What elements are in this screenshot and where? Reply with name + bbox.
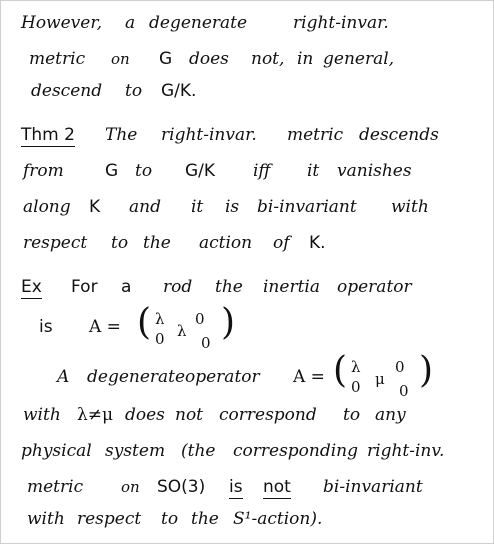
word: the bbox=[215, 277, 243, 297]
word: does bbox=[125, 405, 165, 425]
word: with bbox=[391, 197, 429, 217]
word: of bbox=[273, 233, 290, 253]
word: However, bbox=[21, 13, 102, 33]
text-line bbox=[1, 161, 494, 195]
word: corresponding bbox=[233, 441, 359, 461]
text-line bbox=[1, 233, 494, 267]
word: a bbox=[121, 277, 132, 297]
word: λ≠μ bbox=[77, 405, 114, 425]
matrix-cell: 0 bbox=[395, 358, 405, 376]
matrix-cell: μ bbox=[375, 370, 385, 388]
word: respect bbox=[77, 509, 142, 529]
matrix-cell: 0 bbox=[351, 378, 361, 396]
text-line bbox=[1, 441, 494, 475]
word: (the bbox=[181, 441, 216, 461]
right-paren: ) bbox=[221, 302, 236, 343]
word: to bbox=[125, 81, 143, 101]
matrix-cell: λ bbox=[351, 358, 361, 376]
word: S¹-action). bbox=[233, 509, 323, 529]
word: The bbox=[105, 125, 138, 145]
word: on bbox=[111, 50, 130, 68]
word: metric bbox=[27, 477, 84, 497]
matrix-lhs: A = bbox=[89, 317, 121, 337]
word: metric bbox=[29, 49, 86, 69]
word: in bbox=[297, 49, 314, 69]
matrix-cell: λ bbox=[177, 322, 187, 340]
matrix-cell: 0 bbox=[195, 310, 205, 328]
word: not bbox=[175, 405, 204, 425]
word: action bbox=[199, 233, 253, 253]
word: correspond bbox=[219, 405, 317, 425]
matrix-lhs: A = bbox=[293, 367, 325, 387]
word: bi-invariant bbox=[257, 197, 357, 217]
word: A bbox=[57, 367, 70, 387]
word: it bbox=[307, 161, 320, 181]
left-paren: ( bbox=[333, 350, 348, 391]
word: does bbox=[189, 49, 229, 69]
word: inertia bbox=[263, 277, 320, 297]
word: G/K bbox=[185, 161, 216, 181]
word: metric bbox=[287, 125, 344, 145]
word: operator bbox=[185, 367, 260, 387]
word: K bbox=[89, 197, 101, 217]
word: iff bbox=[253, 161, 271, 181]
text-line bbox=[1, 197, 494, 231]
matrix-cell: λ bbox=[155, 310, 165, 328]
word: the bbox=[191, 509, 219, 529]
right-paren: ) bbox=[419, 350, 434, 391]
word: to bbox=[161, 509, 179, 529]
word: operator bbox=[337, 277, 412, 297]
rod-inertia-matrix bbox=[137, 302, 247, 353]
word: degenerate bbox=[149, 13, 248, 33]
word: is bbox=[225, 197, 240, 217]
word: rod bbox=[163, 277, 193, 297]
text-line bbox=[1, 350, 494, 401]
word: a bbox=[125, 13, 136, 33]
word: with bbox=[27, 509, 65, 529]
word: to bbox=[135, 161, 153, 181]
word: For bbox=[71, 277, 98, 297]
word: SO(3) bbox=[157, 477, 206, 497]
word: vanishes bbox=[337, 161, 412, 181]
word: not bbox=[263, 477, 291, 497]
example-heading: Ex bbox=[21, 277, 42, 297]
matrix-cell: 0 bbox=[201, 334, 211, 352]
matrix-cell: 0 bbox=[399, 382, 409, 400]
word: on bbox=[121, 478, 140, 496]
word: and bbox=[129, 197, 161, 217]
word: general, bbox=[323, 49, 395, 69]
word: G bbox=[105, 161, 119, 181]
theorem-heading: Thm 2 bbox=[21, 125, 75, 145]
word: right-invar. bbox=[293, 13, 389, 33]
word: bi-invariant bbox=[323, 477, 423, 497]
degenerate-operator-matrix bbox=[333, 350, 443, 401]
word: right-inv. bbox=[367, 441, 445, 461]
word: is bbox=[39, 317, 53, 337]
text-line bbox=[1, 81, 494, 115]
text-line bbox=[1, 509, 494, 543]
word: any bbox=[375, 405, 406, 425]
matrix-cell: 0 bbox=[155, 330, 165, 348]
word: descend bbox=[31, 81, 103, 101]
left-paren: ( bbox=[137, 302, 152, 343]
word: right-invar. bbox=[161, 125, 257, 145]
word: from bbox=[23, 161, 64, 181]
word: it bbox=[191, 197, 204, 217]
word: G/K. bbox=[161, 81, 197, 101]
text-line bbox=[1, 405, 494, 439]
text-line bbox=[1, 13, 494, 47]
word: descends bbox=[359, 125, 439, 145]
text-line bbox=[1, 477, 494, 511]
word: G bbox=[159, 49, 173, 69]
word: degenerate bbox=[87, 367, 186, 387]
word: physical bbox=[21, 441, 92, 461]
word: not, bbox=[251, 49, 285, 69]
text-line bbox=[1, 302, 494, 352]
word: with bbox=[23, 405, 61, 425]
word: respect bbox=[23, 233, 88, 253]
word: is bbox=[229, 477, 243, 497]
word: along bbox=[23, 197, 71, 217]
text-line bbox=[1, 49, 494, 83]
word: K. bbox=[309, 233, 326, 253]
word: system bbox=[105, 441, 166, 461]
word: the bbox=[143, 233, 171, 253]
text-line bbox=[1, 125, 494, 159]
word: to bbox=[111, 233, 129, 253]
text-line bbox=[1, 277, 494, 311]
word: to bbox=[343, 405, 361, 425]
